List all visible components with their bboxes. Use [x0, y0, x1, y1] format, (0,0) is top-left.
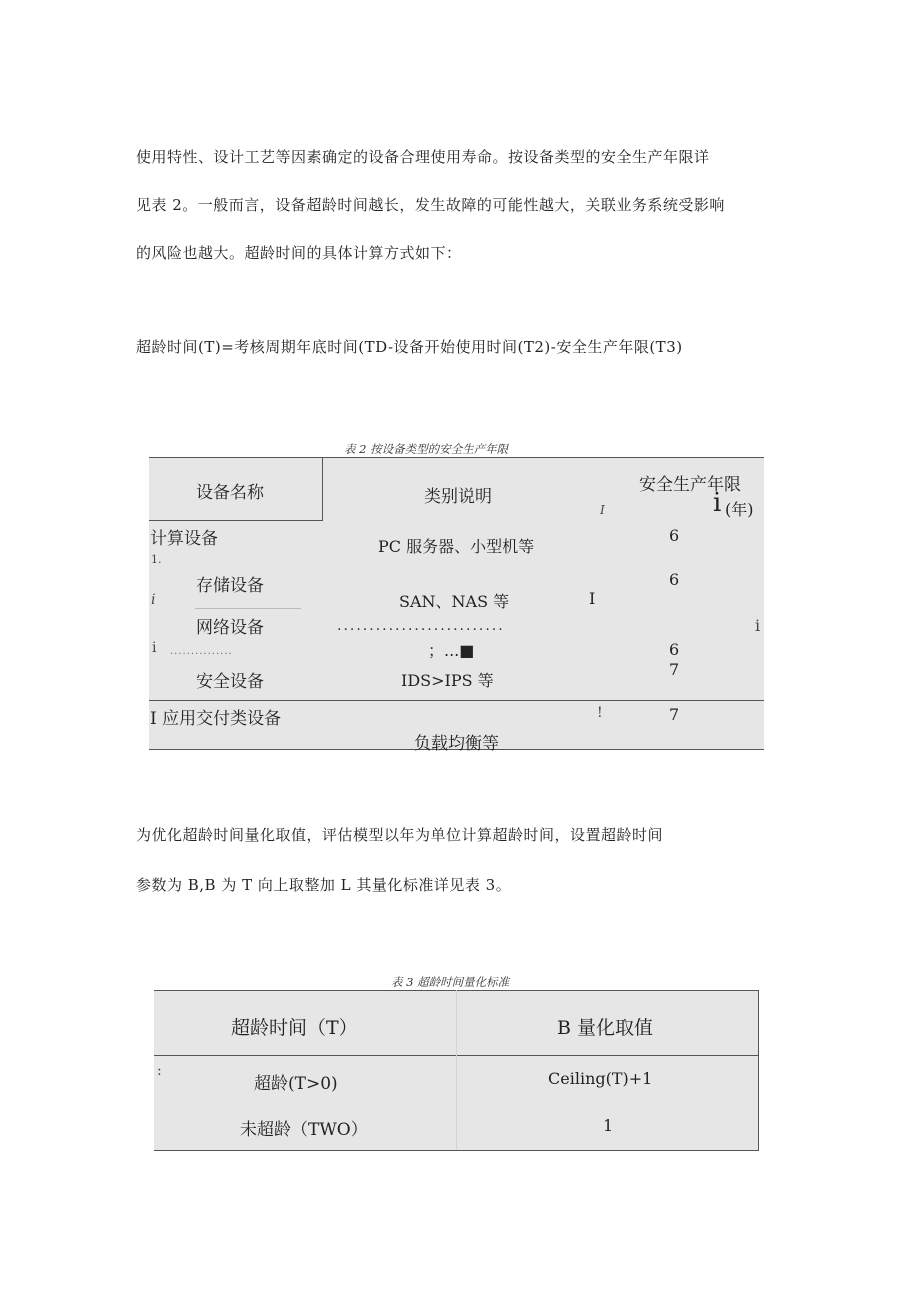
table3-caption: 表 3 超龄时间量化标准: [391, 975, 510, 989]
table2-row-years: 6: [669, 526, 680, 545]
paragraph-line: 使用特性、设计工艺等因素确定的设备合理使用寿命。按设备类型的安全生产年限详: [136, 148, 710, 166]
table2-caption: 表 2 按设备类型的安全生产年限: [344, 442, 509, 456]
table2-dotted-leader: ..........................: [337, 618, 505, 634]
table2-dotted-leader: ...............: [170, 646, 233, 657]
table3-row-time: 未超龄（TWO）: [240, 1120, 368, 1140]
table2-row-years: 7: [669, 660, 680, 679]
table2-header-name: 设备名称: [196, 483, 264, 503]
table2-top-border: [149, 457, 764, 458]
table2-header-divider: [322, 457, 323, 521]
paragraph-line: 为优化超龄时间量化取值，评估模型以年为单位计算超龄时间，设置超龄时间: [136, 826, 664, 844]
table3-stray-mark: :: [157, 1063, 162, 1079]
table2-stray-mark: i: [151, 592, 156, 608]
table2-stray-mark: i: [152, 640, 157, 656]
table3-right-border: [758, 990, 759, 1151]
table2-stray-mark: i: [755, 616, 761, 635]
table3-row-value: 1: [603, 1116, 614, 1135]
table3-header-value: B 量化取值: [557, 1017, 654, 1039]
table2-header-desc: 类别说明: [424, 487, 492, 507]
table2-row-rule: [149, 700, 764, 701]
table2-row-years: 6: [669, 570, 680, 589]
table2-row-name: I 应用交付类设备: [150, 709, 282, 729]
paragraph-line: 参数为 B,B 为 T 向上取整加 L 其量化标准详见表 3。: [136, 876, 512, 894]
table2-row-desc: PC 服务器、小型机等: [378, 537, 535, 556]
paragraph-line: 见表 2。一般而言，设备超龄时间越长，发生故障的可能性越大，关联业务系统受影响: [136, 196, 725, 214]
table2-header-rule: [149, 520, 323, 521]
table2-header-years-unit: (年): [725, 500, 754, 519]
table2-row-desc: IDS>IPS 等: [401, 671, 494, 690]
table2-stray-mark: I: [600, 503, 605, 517]
table2-row-years: 6: [669, 640, 680, 659]
table2-header-years-i: i: [713, 488, 722, 518]
table3-row-time: 超龄(T>0): [254, 1074, 338, 1094]
table2-row-desc: SAN、NAS 等: [399, 592, 510, 611]
table2-row-name: 计算设备: [150, 529, 218, 549]
table2-row-name: 网络设备: [196, 618, 264, 638]
table3-column-divider: [456, 990, 457, 1150]
table2-row-desc: ；...■: [428, 641, 475, 660]
formula-line: 超龄时间(T)=考核周期年底时间(TD-设备开始使用时间(T2)-安全生产年限(T3): [136, 338, 683, 356]
table2-row-name: 安全设备: [196, 672, 264, 692]
table2-stray-mark: !: [597, 705, 603, 721]
paragraph-line: 的风险也越大。超龄时间的具体计算方式如下：: [136, 244, 462, 262]
table3-header-time: 超龄时间（T）: [231, 1017, 358, 1039]
table2-stray-mark: 1.: [151, 553, 162, 566]
table2-faint-rule: [195, 608, 301, 609]
table2-row-years: 7: [669, 705, 680, 724]
table3-row-value: Ceiling(T)+1: [548, 1069, 653, 1088]
table3-bottom-border: [154, 1150, 759, 1151]
table2-row-desc: 负载均衡等: [414, 734, 499, 754]
table2-stray-mark: I: [589, 589, 596, 608]
table2-header-years: 安全生产年限: [639, 475, 741, 495]
table2-row-name: 存储设备: [196, 576, 264, 596]
